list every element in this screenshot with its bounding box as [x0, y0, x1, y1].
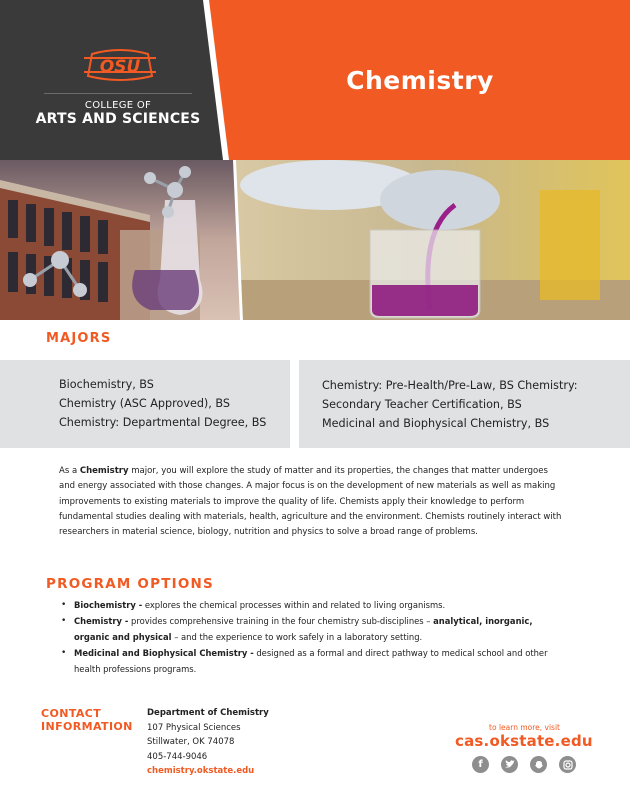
majors-right-panel [299, 360, 630, 448]
svg-text:OSU: OSU [99, 57, 141, 77]
majors-heading: MAJORS [46, 331, 112, 346]
logo-divider [44, 93, 192, 94]
major-item: Secondary Teacher Certification, BS [322, 398, 522, 411]
major-item: Medicinal and Biophysical Chemistry, BS [322, 417, 550, 430]
department-name: Department of Chemistry [147, 708, 269, 718]
phone-number[interactable]: 405-744-9046 [147, 751, 208, 762]
college-name-line1: COLLEGE OF [84, 100, 152, 111]
instagram-icon[interactable] [559, 756, 576, 773]
major-item: Biochemistry, BS [59, 378, 154, 391]
program-options-heading: PROGRAM OPTIONS [46, 576, 214, 592]
program-options-list [57, 597, 567, 677]
page-title: Chemistry [346, 66, 494, 95]
contact-heading: CONTACT INFORMATION [41, 707, 133, 733]
department-link[interactable]: chemistry.okstate.edu [147, 766, 255, 776]
osu-logo-icon[interactable] [82, 48, 158, 82]
major-item: Chemistry: Pre-Health/Pre-Law, BS Chemistry: [322, 379, 578, 392]
list-item: • Biochemistry - explores the chemical processes within and related to living organisms. [57, 597, 567, 613]
major-item: Chemistry: Departmental Degree, BS [59, 416, 267, 429]
learn-more-text: to learn more, visit [489, 723, 560, 732]
twitter-icon[interactable] [501, 756, 518, 773]
list-item: • Chemistry - provides comprehensive training in the four chemistry sub-disciplines – analytical, inorganic, organic and physical – and the experience to work safely in a laboratory setting. [57, 613, 567, 645]
address-line: 107 Physical Sciences [147, 722, 241, 733]
majors-left-panel [0, 360, 290, 448]
snapchat-icon[interactable] [530, 756, 547, 773]
address-line: Stillwater, OK 74078 [147, 737, 235, 747]
site-link[interactable]: cas.okstate.edu [455, 732, 593, 750]
facebook-icon[interactable]: f [472, 756, 489, 773]
list-item: • Medicinal and Biophysical Chemistry - designed as a formal and direct pathway to medical school and other health professions programs. [57, 645, 567, 677]
contact-details [147, 706, 269, 779]
intro-paragraph: As a Chemistry major, you will explore the study of matter and its properties, the changes that matter undergoes and energy associated with those changes. A major focus is on the development of new materials as well as making improvements to existing materials to improve the quality of life. Chemists apply their knowledge to perform fundamental studies dealing with materials, health, agriculture and the environment. Chemists routinely interact with researchers in material science, biology, nutrition and physics to solve a broad range of problems. [59, 466, 562, 538]
college-name-line2: ARTS AND SCIENCES [35, 111, 201, 127]
social-icons [472, 756, 576, 773]
major-item: Chemistry (ASC Approved), BS [59, 397, 230, 410]
